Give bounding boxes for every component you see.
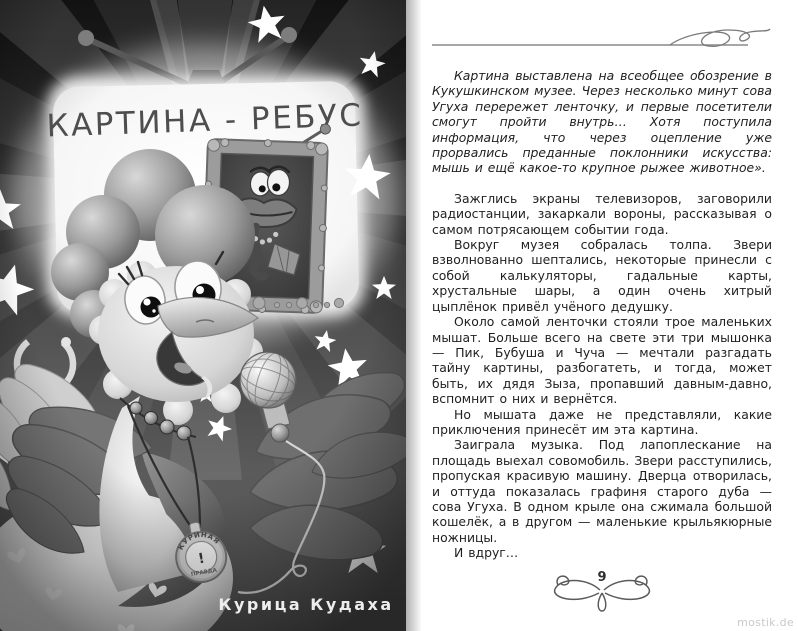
text-page bbox=[406, 0, 798, 631]
paragraph: Около самой ленточки стояли трое маленьких мышат. Больше всего на свете эти три мышонка — Пик, Бубуша и Чуча — мечтали разгадать тайну картины, разбогатеть, и тогда, может быть, их дядя Зыза, пропавший давным-давно, вспомнит о них и вернётся. bbox=[432, 314, 772, 407]
paragraph: Картина выставлена на всеобщее обозрение в Кукушкинском музее. Через несколько минут сова Угуха перережет ленточку, и первые посетители смогут пройти внутрь… Хотя поступила информация, что через оцепление уже прорвались преданные поклонники искусства: мышь и ещё какое-то крупное рыжее животное». bbox=[432, 68, 772, 176]
body-text bbox=[432, 68, 772, 561]
page-gutter-shadow bbox=[406, 0, 422, 631]
paragraph: Вокруг музея собралась толпа. Звери взволнованно шептались, некоторые принесли с собой калькуляторы, гадальные карты, хрустальные шары, а один очень хитрый цыплёнок привёл учёного дедушку. bbox=[432, 237, 772, 314]
page-number: 9 bbox=[597, 569, 607, 585]
paragraph: Заиграла музыка. Под лапоплескание на площадь выехал совомобиль. Звери расступились, пропуская красивую машину. Дверца отворилась, и оттуда показалась графиня старого дуба — сова Угуха. В одном крыле она сжимала большой кошелёк, а в другом — маленькие крыльякюрные ножницы. bbox=[432, 437, 772, 545]
paragraph: Но мышата даже не представляли, какие приключения принесёт им эта картина. bbox=[432, 406, 772, 437]
paragraph: Зажглись экраны телевизоров, заговорили радиостанции, закаркали вороны, рассказывая о самом потрясающем событии года. bbox=[432, 190, 772, 237]
watermark: mostik.de bbox=[737, 616, 794, 629]
header-flourish bbox=[432, 24, 772, 56]
page-number-block bbox=[432, 565, 772, 619]
page-number-flourish bbox=[542, 565, 662, 619]
illustration-caption: Курица Кудаха bbox=[218, 595, 394, 614]
paragraph: И вдруг… bbox=[454, 545, 519, 561]
